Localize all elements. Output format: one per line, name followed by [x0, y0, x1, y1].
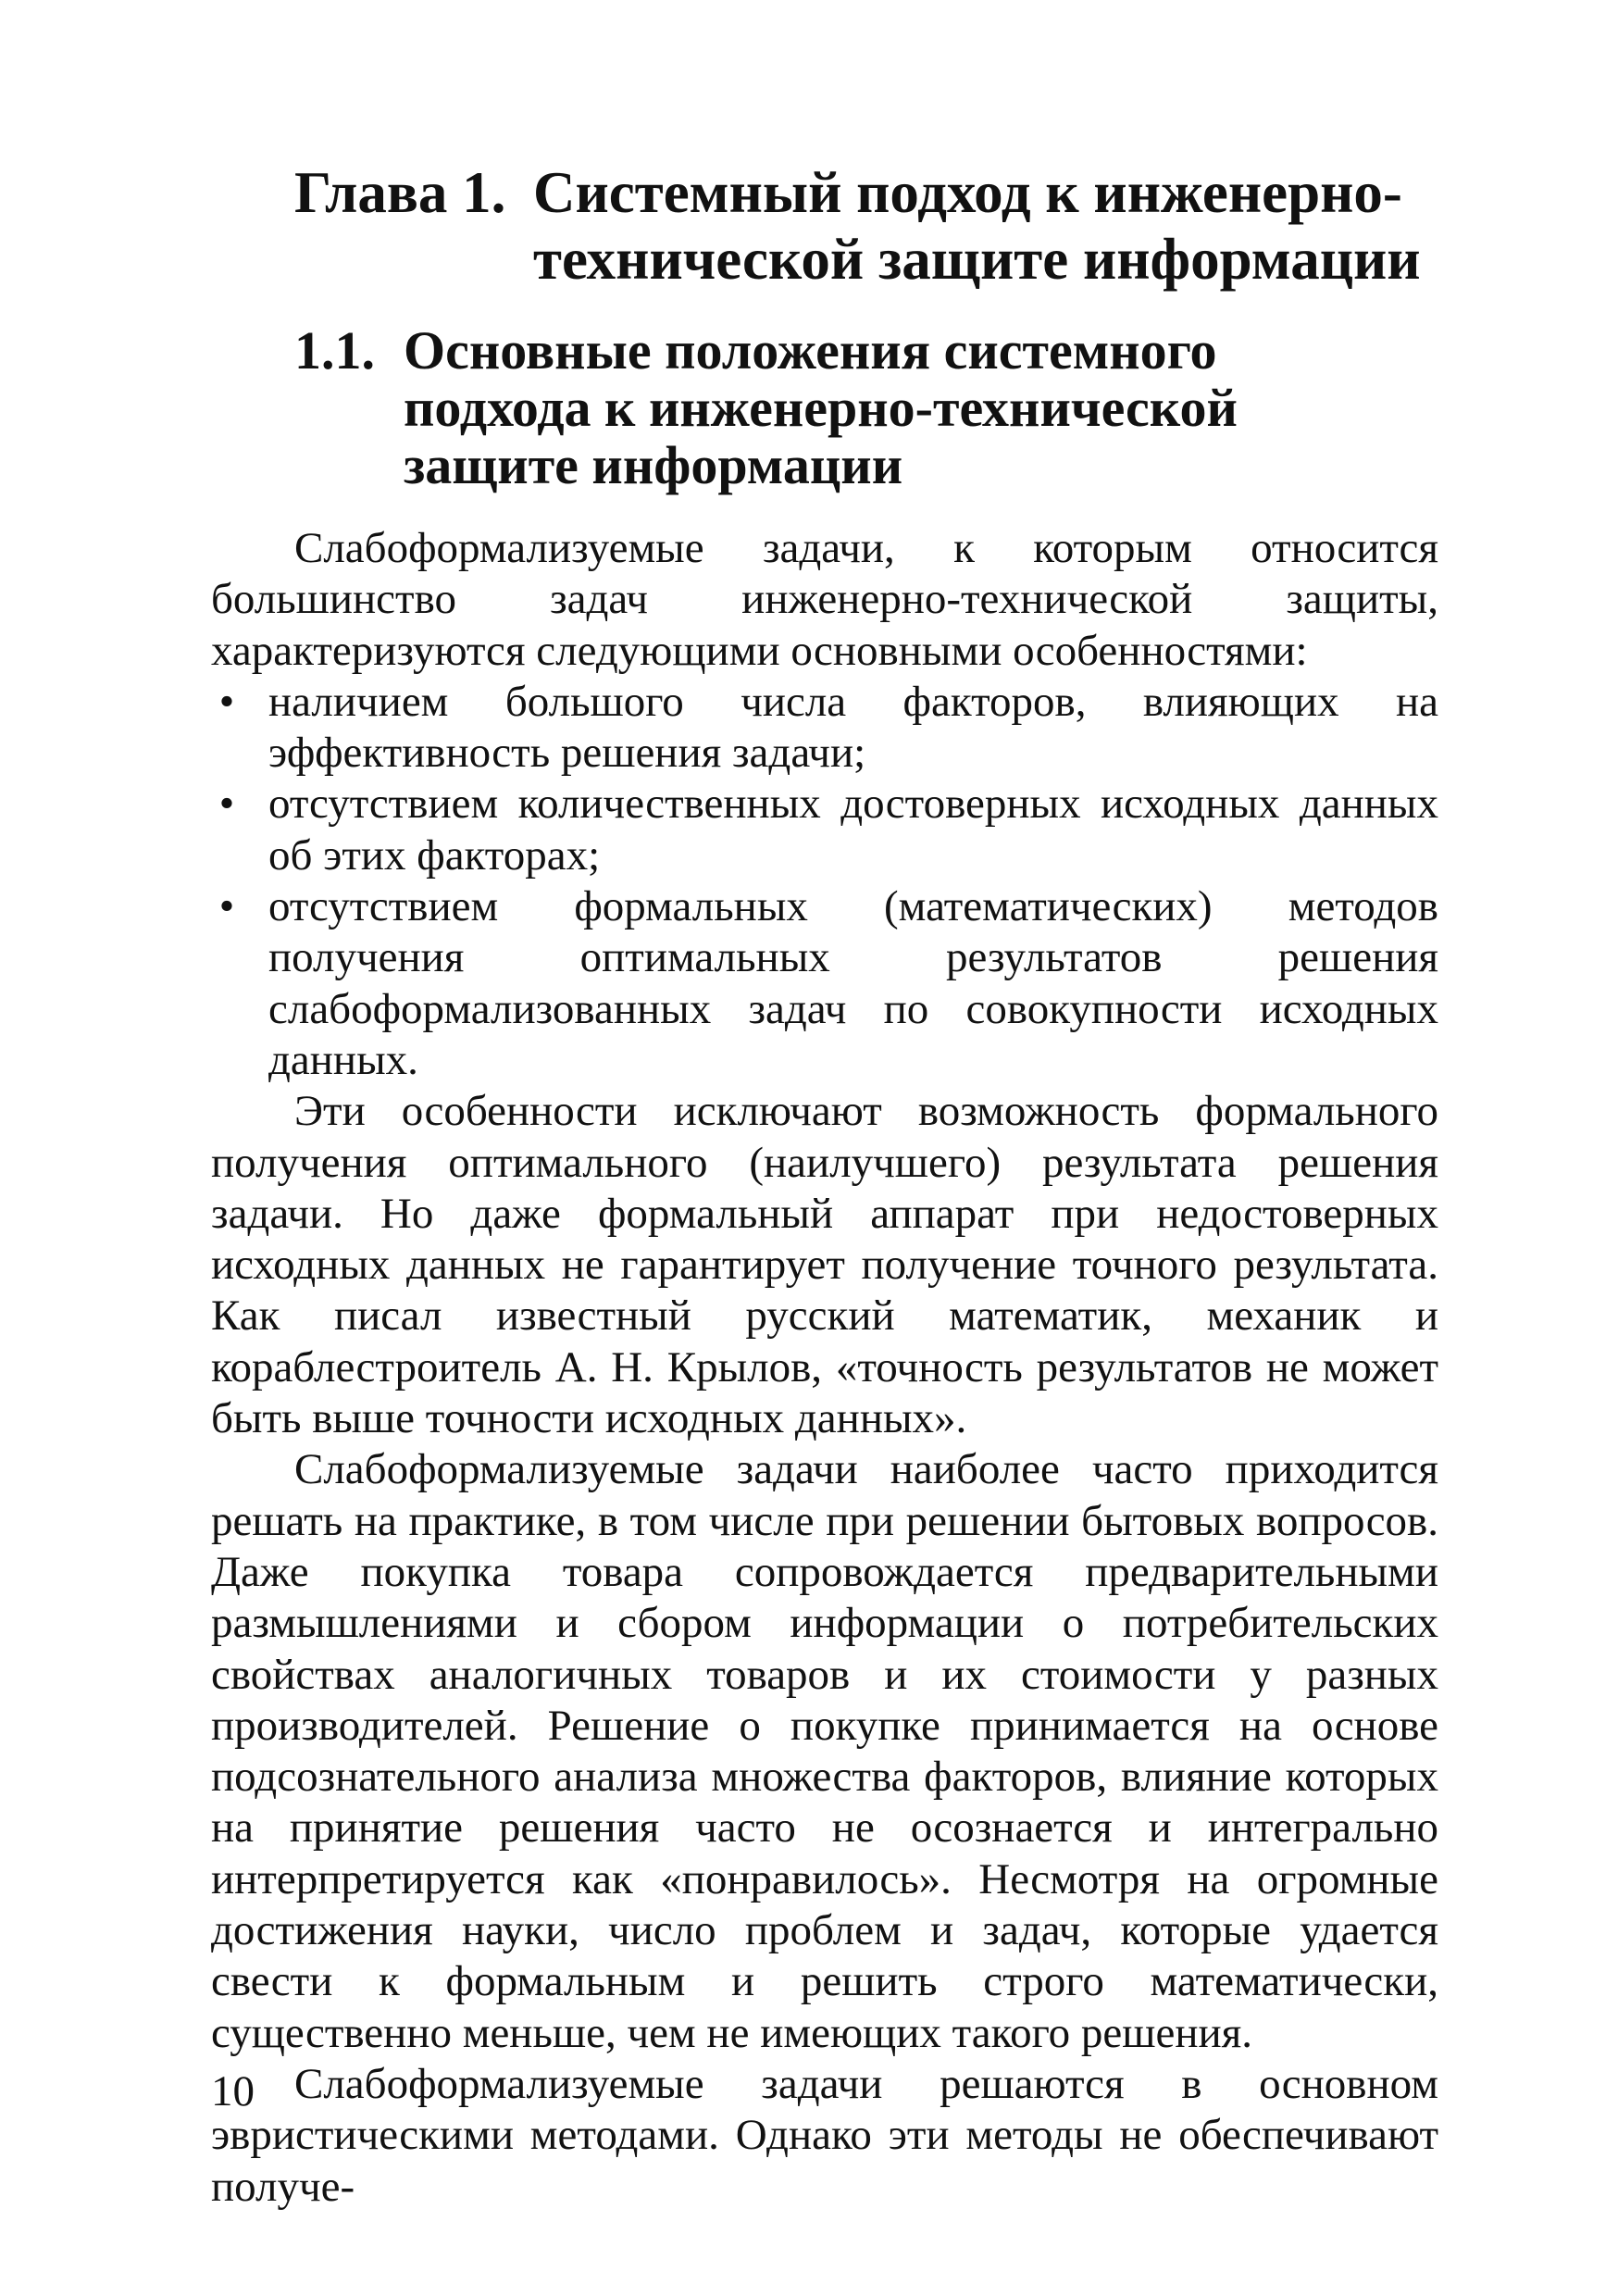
list-item — [211, 881, 1438, 1086]
section-title: Основные положения системного подхода к инженерно-технической защите информации — [404, 320, 1238, 495]
chapter-title: Системный подход к инженерно-технической защите информации — [533, 160, 1421, 292]
intro-paragraph: Слабоформализуемые задачи, к которым относится большинство задач инженерно-технической защиты, характеризуются следующими основными особенностями: — [211, 524, 1438, 675]
list-item-text: наличием большого числа факторов, влияющих на эффективность решения задачи; — [268, 677, 1438, 778]
paragraph-3: Слабоформализуемые задачи наиболее часто приходится решать на практике, в том числе при решении бытовых вопросов. Даже покупка товара сопровождается предварительными размышлениями и сбором информации о потребительских свойствах аналогичных товаров и их стоимости у разных производителей. Решение о покупке принимается на основе подсознательного анализа множества факторов, влияние которых на принятие решения часто не осознается и интегрально интерпретируется как «понравилось». Несмотря на огромные достижения науки, число проблем и задач, которые удается свести к формальным и решить строго математически, существенно меньше, чем не имеющих такого решения. — [211, 1445, 1438, 2057]
list-item-text: отсутствием формальных (математических) методов получения оптимальных результатов решения слабоформализованных задач по совокупности исходных данных. — [268, 882, 1438, 1084]
bullet-icon: • — [218, 882, 235, 931]
section-number: 1.1. — [294, 320, 375, 381]
body-text — [211, 523, 1438, 2213]
chapter-number: Глава 1. — [294, 160, 506, 225]
feature-list — [211, 677, 1438, 1086]
paragraph-2: Эти особенности исключают возможность формального получения оптимального (наилучшего) результата решения задачи. Но даже формальный аппарат при недостоверных исходных данных не гарантирует получение точного результата. Как писал известный русский математик, механик и кораблестроитель А. Н. Крылов, «точность результатов не может быть выше точности исходных данных». — [211, 1087, 1438, 1443]
paragraph-4: Слабоформализуемые задачи решаются в основном эвристическими методами. Однако эти методы не обеспечивают получе- — [211, 2059, 1438, 2211]
list-item — [211, 779, 1438, 881]
page-number: 10 — [211, 2067, 255, 2115]
list-item — [211, 677, 1438, 780]
chapter-heading — [294, 159, 1442, 293]
bullet-icon: • — [218, 780, 235, 829]
list-item-text: отсутствием количественных достоверных исходных данных об этих факторах; — [268, 780, 1438, 880]
bullet-icon: • — [218, 677, 235, 726]
section-heading — [294, 322, 1424, 494]
